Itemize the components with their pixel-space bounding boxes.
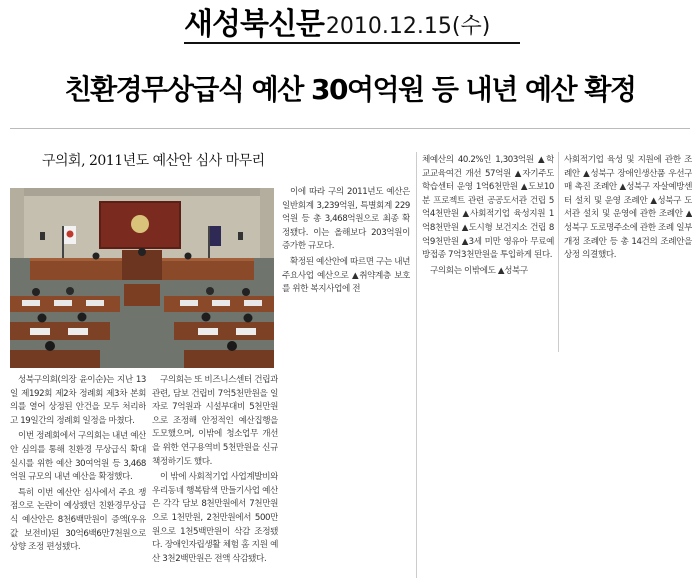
article-column-4 xyxy=(564,154,692,354)
paragraph: 확정된 예산안에 따르면 구는 내년 주요사업 예산으로 ▲취약계층 보호를 위한 복지사업에 전 xyxy=(282,256,410,295)
council-chamber-photo xyxy=(10,188,274,368)
column-divider xyxy=(558,152,559,352)
paragraph: 구의회는 이밖에도 ▲성북구 xyxy=(430,265,528,276)
headline: 친환경무상급식 예산 30여억원 등 내년 예산 확정 xyxy=(64,73,636,106)
paragraph: 특히 이번 예산안 심사에서 주요 쟁점으로 논란이 예상됐던 친환경무상급식 예산안은 8천6백만원이 증액(우유 값 보전비)된 30억6백6만7천원으로 상향 조정 편성됐다. xyxy=(10,487,146,553)
paragraph: 성북구의회(의장 윤이순)는 지난 13일 제192회 제2차 정례회 제3차 본회의를 열어 상정된 안건을 모두 처리하고 19일간의 정례회 일정을 마쳤다. xyxy=(10,375,146,426)
article-column-3 xyxy=(422,154,554,354)
divider xyxy=(10,128,690,129)
paragraph: 이번 정례회에서 구의회는 내년 예산안 심의를 통해 친환경 무상급식 확대 실시를 위한 예산 30여억원 등 3,468억원 규모의 내년 예산을 확정했다. xyxy=(10,431,146,483)
paragraph: 구의회는 또 비즈니스센터 건립과 관련, 담보 건립비 7억5천만원을 일자로 7억원과 시설부대비 5천만원으로 조정해 안정적인 예산집행을 도모했으며, 이밖에 청소업무 개선을 위한 연구용역비 5천만원을 신규 책정하기도 했다. xyxy=(152,375,278,467)
newspaper-name: 새성북신문 xyxy=(184,7,324,42)
issue-date: 2010.12.15(수) xyxy=(325,14,491,39)
article-column-1 xyxy=(10,374,146,578)
article-column-2-top xyxy=(282,186,410,362)
masthead xyxy=(184,4,520,44)
council-chamber-illustration xyxy=(10,188,274,368)
paragraph: 체예산의 40.2%인 1,303억원 ▲학교교육여건 개선 57억원 ▲자기주도학습센터 운영 1억6천만원 ▲도보10분 프로젝트 관련 공공도서관 건립 5억4천만원 ▲사회적기업 육성지원 1억8천만원 ▲도시형 보건지소 건립 8억9천만원 ▲3세 미만 영유아 무료예방접종 7억3천만원을 투입하게 된다. xyxy=(422,155,554,261)
subheadline: 구의회, 2011년도 예산안 심사 마무리 xyxy=(42,153,265,169)
paragraph: 이 밖에 사회적기업 사업계발비와 우리동네 행복탐색 만들기사업 예산은 각각 담보 8천만원에서 7천만원으로 1천만원, 2천만원에서 500만원으로 1천5백만원이 삭감 조정됐다. 장애인자립생활 체험 홈 지원 예산 3천2백만원은 전액 삭감됐다. xyxy=(152,472,278,564)
paragraph: 이에 따라 구의 2011년도 예산은 일반회계 3,239억원, 특별회계 229억원 등 총 3,468억원으로 최종 확정됐다. 이는 올해보다 203억원이 증가한 규모다. xyxy=(282,187,410,252)
column-divider xyxy=(416,152,417,578)
paragraph: 사회적기업 육성 및 지원에 관한 조례안 ▲성북구 장애인생산품 우선구매 촉진 조례안 ▲성북구 자살예방센터 설치 및 운영 조례안 ▲성북구 도서관 설치 및 운영에 관한 조례안 ▲성북구 도로명주소에 관한 조례 일부개정 조례안 등 총 14건의 조례안을 상정 의결했다. xyxy=(564,155,692,261)
article-column-2-bottom xyxy=(152,374,278,578)
